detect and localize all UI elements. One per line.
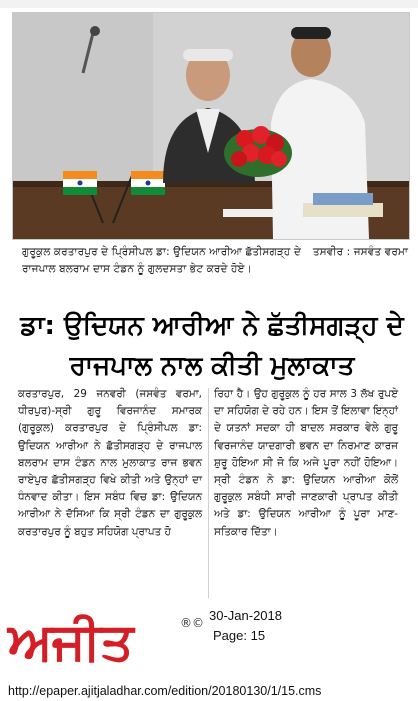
article-headline: ਡਾ: ਉਦਿਯਨ ਆਰੀਆ ਨੇ ਛੱਤੀਸਗੜ੍ਹ ਦੇ ਰਾਜਪਾਲ ਨਾਲ ਕੀਤੀ ਮੁਲਾਕਾਤ: [20, 311, 404, 381]
article-body: [18, 386, 404, 606]
clipped-previous-text-strip: [0, 0, 418, 8]
caption-text: ਗੁਰੂਕੁਲ ਕਰਤਾਰਪੁਰ ਦੇ ਪ੍ਰਿੰਸੀਪਲ ਡਾ: ਉਦਿਯਨ ਆਰੀਆ ਛੱਤੀਸਗੜ੍ਹ ਦੇ ਰਾਜਪਾਲ ਬਲਰਾਮ ਦਾਸ ਟੰਡਨ ਨੂੰ ਗੁਲਦਸਤਾ ਭੇਟ ਕਰਦੇ ਹੋਏ।: [22, 246, 301, 275]
article-column-right: ਰਿਹਾ ਹੈ। ਉਹ ਗੁਰੂਕੁਲ ਨੂੰ ਹਰ ਸਾਲ 3 ਲੱਖ ਰੁਪਏ ਦਾ ਸਹਿਯੋਗ ਦੇ ਰਹੇ ਹਨ। ਇਸ ਤੋਂ ਇਲਾਵਾ ਇਨ੍ਹਾਂ ਦੇ ਯਤਨਾਂ ਸਦਕਾ ਹੀ ਬਾਦਲ ਸਰਕਾਰ ਵੇਲੇ ਗੁਰੂ ਵਿਰਜਾਨੰਦ ਯਾਦਗਾਰੀ ਭਵਨ ਦਾ ਨਿਰਮਾਣ ਕਾਰਜ ਸ਼ੁਰੂ ਹੋਇਆ ਸੀ ਜੋ ਕਿ ਅਜੇ ਪੂਰਾ ਨਹੀਂ ਹੋਇਆ। ਸ੍ਰੀ ਟੰਡਨ ਨੇ ਡਾ: ਉਦਿਯਨ ਆਰੀਆ ਕੋਲੋਂ ਗੁਰੂਕੁਲ ਸਬੰਧੀ ਸਾਰੀ ਜਾਣਕਾਰੀ ਪ੍ਰਾਪਤ ਕੀਤੀ ਅਤੇ ਡਾ: ਉਦਿਯਨ ਆਰੀਆ ਨੂੰ ਪੂਰਾ ਮਾਣ-ਸਤਿਕਾਰ ਦਿੱਤਾ।: [214, 388, 398, 538]
source-url[interactable]: http://epaper.ajitjaladhar.com/edition/20180130/1/15.cms: [8, 684, 322, 698]
logo-wordmark: ਅਜੀਤ: [8, 611, 133, 672]
photo-credit: ਤਸਵੀਰ : ਜਸਵੰਤ ਵਰਮਾ: [312, 246, 408, 258]
edition-date: 30-Jan-2018: [209, 608, 282, 623]
article-column-left: ਕਰਤਾਰਪੁਰ, 29 ਜਨਵਰੀ (ਜਸਵੰਤ ਵਰਮਾ, ਧੀਰਪੁਰ)-ਸ੍ਰੀ ਗੁਰੂ ਵਿਰਜਾਨੰਦ ਸਮਾਰਕ (ਗੁਰੂਕੁਲ) ਕਰਤਾਰਪੁਰ ਦੇ ਪ੍ਰਿੰਸੀਪਲ ਡਾ: ਉਦਿਯਨ ਆਰੀਆ ਨੇ ਛੱਤੀਸਗੜ੍ਹ ਦੇ ਰਾਜਪਾਲ ਬਲਰਾਮ ਦਾਸ ਟੰਡਨ ਨਾਲ ਮੁਲਾਕਾਤ ਰਾਜ ਭਵਨ ਰਾਏਪੁਰ ਛੱਤੀਸਗੜ੍ਹ ਵਿਖੇ ਕੀਤੀ ਅਤੇ ਉਨ੍ਹਾਂ ਦਾ ਧੰਨਵਾਦ ਕੀਤਾ। ਇਸ ਸਬੰਧ ਵਿਚ ਡਾ: ਉਦਿਯਨ ਆਰੀਆ ਨੇ ਦੱਸਿਆ ਕਿ ਸ੍ਰੀ ਟੰਡਨ ਦਾ ਗੁਰੂਕੁਲ ਕਰਤਾਰਪੁਰ ਨੂੰ ਬਹੁਤ ਸਹਿਯੋਗ ਪ੍ਰਾਪਤ ਹੋ: [18, 388, 202, 538]
logo-registered-mark: ®©: [180, 616, 204, 630]
column-divider: [208, 388, 209, 598]
page-number: Page: 15: [213, 628, 266, 643]
news-photo: [12, 12, 410, 240]
photo-caption: [22, 244, 408, 278]
newspaper-logo: [8, 612, 208, 678]
